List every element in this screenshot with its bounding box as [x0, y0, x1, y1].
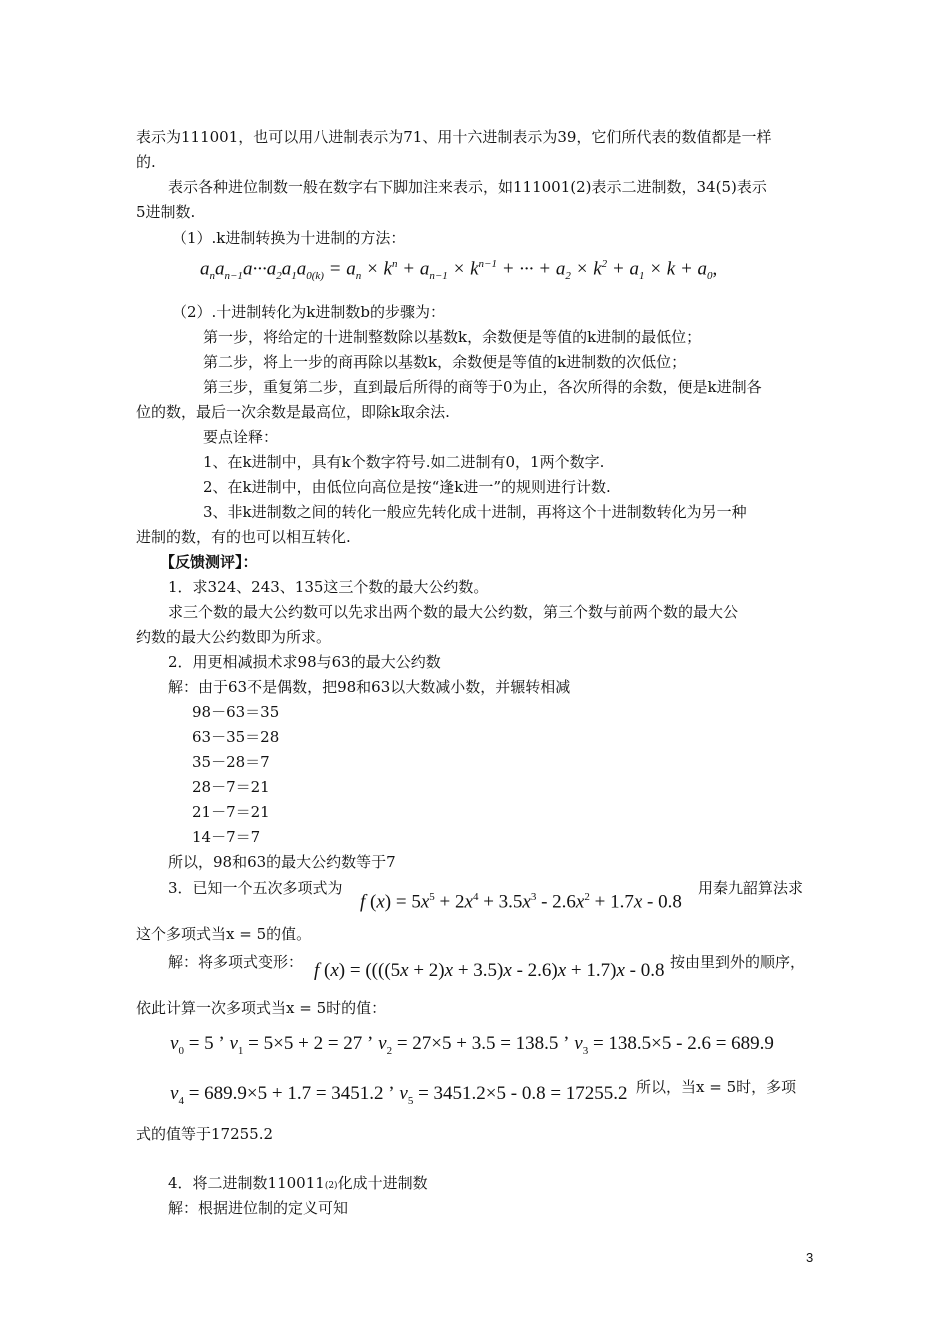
text-line: 依此计算一次多项式当x = 5时的值： — [136, 999, 387, 1017]
formula-polynomial: f $(x) = 5x^5 + 2x^4 + 3.5x^3 - 2.6x^2 + 1.7x - 0.8$ — [360, 891, 682, 913]
text-line: 3、非k进制数之间的转化一般应先转化成十进制，再将这个十进制数转化为另一种 — [203, 503, 747, 521]
text-line: 所以，98和63的最大公约数等于7 — [168, 853, 396, 871]
text-line: 第一步，将给定的十进制整数除以基数k，余数便是等值的k进制的最低位； — [203, 328, 702, 346]
text-line: 约数的最大公约数即为所求。 — [136, 628, 332, 646]
text-segment: 4．将二进制数110011 — [168, 1174, 325, 1192]
formula-v0-v3: $v_0 = 5$ ’ $v_1 = 5\times 5 + 2 = 27$ ’ $v_2 = 27\times 5 + 3.5 = 138.5$ ’ $v_3 = 138.5\times 5 - 2.6 = 689.9$ — [170, 1033, 774, 1057]
text-line: 这个多项式当x = 5的值。 — [136, 925, 312, 943]
text-line: 进制的数，有的也可以相互转化. — [136, 528, 351, 546]
calc-line: 98－63＝35 — [192, 703, 280, 721]
text-line: （2）.十进制转化为k进制数b的步骤为： — [172, 303, 446, 321]
text-line: 第三步，重复第二步，直到最后所得的商等于0为止，各次所得的余数，便是k进制各 — [203, 378, 762, 396]
text-line: 用秦九韶算法求 — [698, 879, 804, 897]
calc-line: 35－28＝7 — [192, 753, 270, 771]
text-line: 表示为111001，也可以用八进制表示为71、用十六进制表示为39，它们所代表的数值都是一样 — [136, 128, 772, 146]
calc-line: 14－7＝7 — [192, 828, 261, 846]
calc-line: 63－35＝28 — [192, 728, 280, 746]
text-line: 2、在k进制中，由低位向高位是按“逢k进一”的规则进行计数. — [203, 478, 611, 496]
text-line: 求三个数的最大公约数可以先求出两个数的最大公约数，第三个数与前两个数的最大公 — [168, 603, 739, 621]
calc-line: 21－7＝21 — [192, 803, 270, 821]
text-line: 解：将多项式变形： — [168, 953, 304, 971]
text-line: 所以，当x = 5时，多项 — [636, 1078, 797, 1096]
text-line: 2．用更相减损术求98与63的最大公约数 — [168, 653, 441, 671]
text-line: 的. — [136, 153, 156, 171]
text-line: 解：由于63不是偶数，把98和63以大数减小数，并辗转相减 — [168, 678, 571, 696]
text-line: 位的数，最后一次余数是最高位，即除k取余法. — [136, 403, 450, 421]
calc-line: 28－7＝21 — [192, 778, 270, 796]
text-line: 3．已知一个五次多项式为 — [168, 879, 343, 897]
text-line: 5进制数. — [136, 203, 196, 221]
text-line — [168, 1173, 818, 1196]
text-line: （1）.k进制转换为十进制的方法： — [172, 229, 406, 247]
text-line: 按由里到外的顺序， — [670, 953, 806, 971]
text-line: 解：根据进位制的定义可知 — [168, 1199, 349, 1217]
text-line: 要点诠释： — [203, 428, 279, 446]
base-subscript: (2) — [324, 1181, 338, 1191]
section-heading: 【反馈测评】： — [160, 553, 258, 571]
text-line: 1、在k进制中，具有k个数字符号.如二进制有0，1两个数字. — [203, 453, 605, 471]
formula-horner-form: f (x) = ((((5x + 2)x + 3.5)x - 2.6)x + 1.7)x - 0.8 — [314, 960, 665, 981]
text-segment: 化成十进制数 — [337, 1174, 428, 1192]
formula-v4-v5: $v_4 = 689.9\times 5 + 1.7 = 3451.2$ ’ $v_5 = 3451.2\times 5 - 0.8 = 17255.2$ — [170, 1083, 628, 1107]
text-line: 式的值等于17255.2 — [136, 1125, 274, 1143]
text-line: 第二步，将上一步的商再除以基数k，余数便是等值的k进制数的次低位； — [203, 353, 687, 371]
page-number: 3 — [806, 1250, 814, 1265]
formula-k-to-decimal: $a_na_{n-1}a\cdot\cdot\cdot a_2a_1a_{0(k)} = a_n \times k^n + a_{n-1} \times k^{n-1}$ + ··· + $a_2 \times k^2 + a_1 \times k + a_0$, — [200, 258, 718, 283]
text-line: 1．求324、243、135这三个数的最大公约数。 — [168, 578, 489, 596]
text-line: 表示各种进位制数一般在数字右下脚加注来表示，如111001(2)表示二进制数，34(5)表示 — [168, 178, 767, 196]
